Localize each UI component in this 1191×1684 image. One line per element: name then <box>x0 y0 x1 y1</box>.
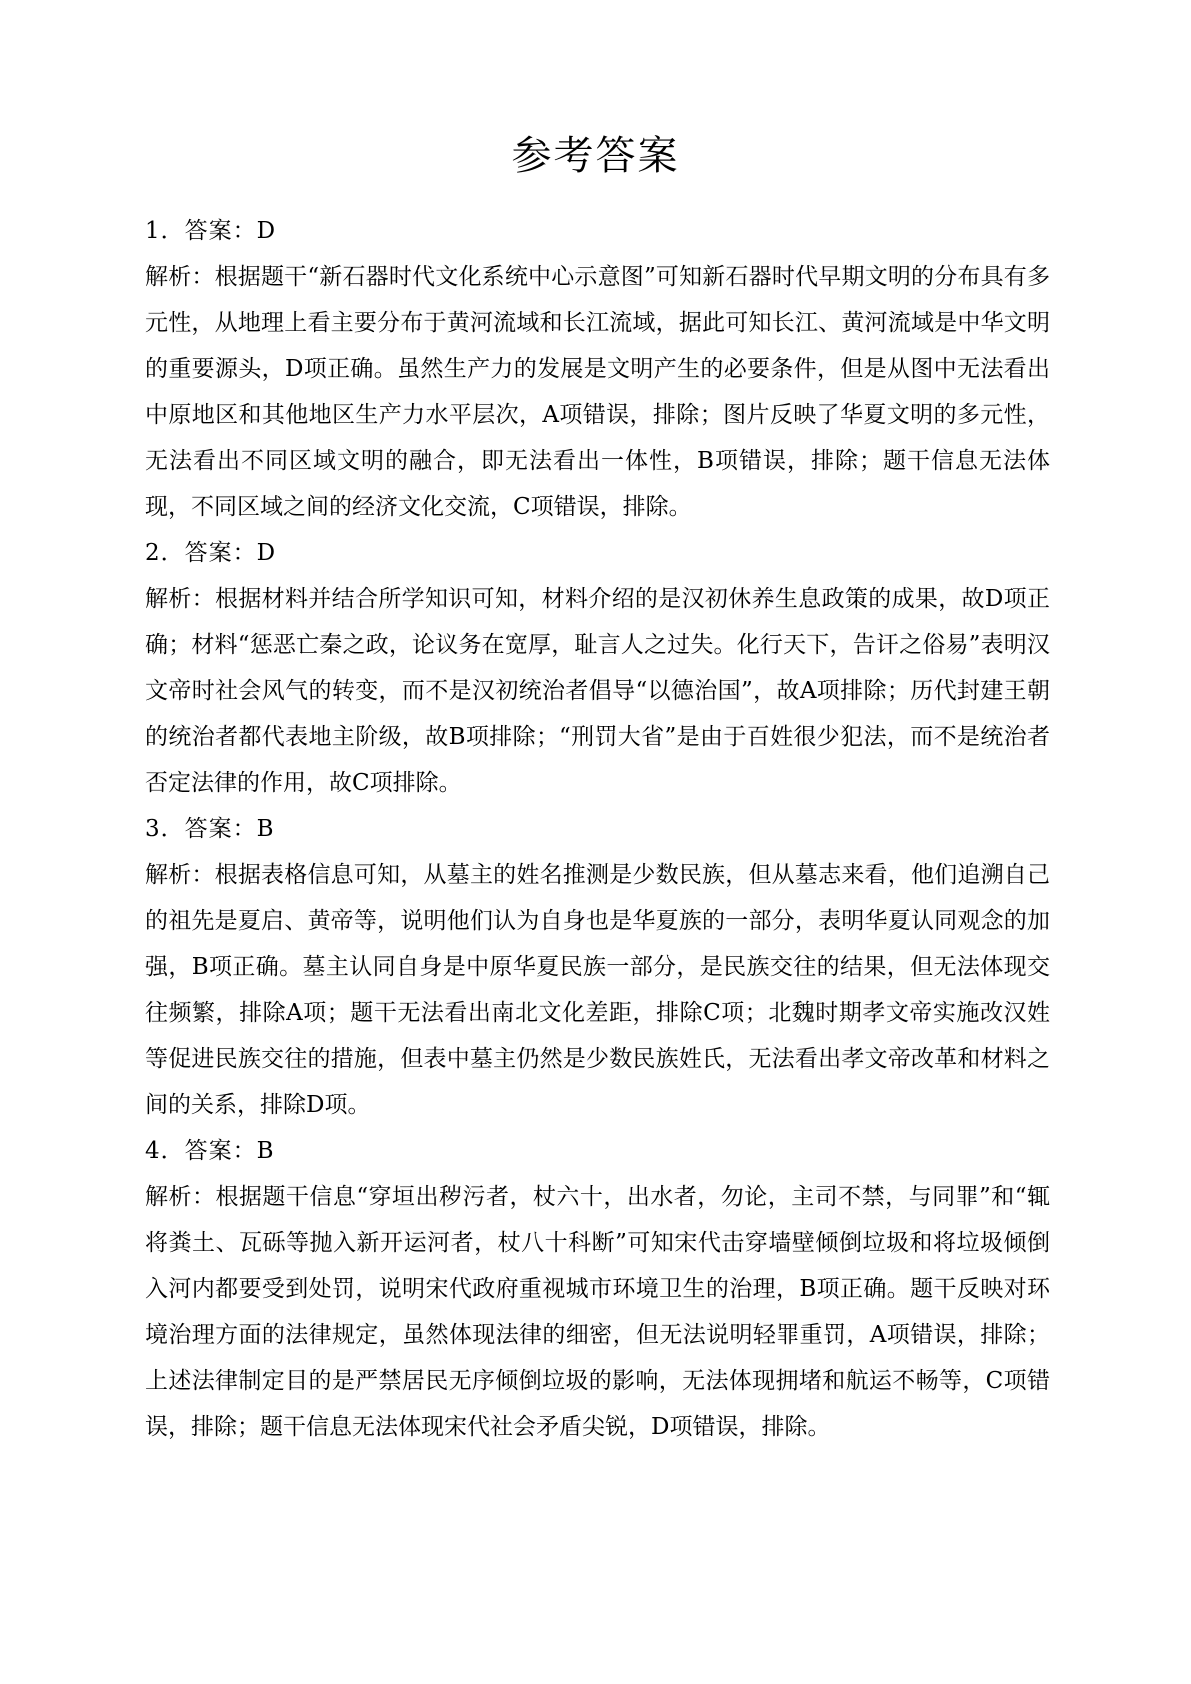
answer-item-3 <box>145 806 1050 1128</box>
analysis-2: 解析：根据材料并结合所学知识可知，材料介绍的是汉初休养生息政策的成果，故D项正确；材料“惩恶亡秦之政，论议务在宽厚，耻言人之过失。化行天下，告讦之俗易”表明汉文帝时社会风气的转变，而不是汉初统治者倡导“以德治国”，故A项排除；历代封建王朝的统治者都代表地主阶级，故B项排除；“刑罚大省”是由于百姓很少犯法，而不是统治者否定法律的作用，故C项排除。 <box>145 586 1050 796</box>
answer-2: 2．答案：D <box>145 540 277 566</box>
page-title: 参考答案 <box>511 133 680 179</box>
analysis-4: 解析：根据题干信息“穿垣出秽污者，杖六十，出水者，勿论，主司不禁，与同罪”和“辄将粪土、瓦砾等抛入新开运河者，杖八十科断”可知宋代击穿墙壁倾倒垃圾和将垃圾倾倒入河内都要受到处罚，说明宋代政府重视城市环境卫生的治理，B项正确。题干反映对环境治理方面的法律规定，虽然体现法律的细密，但无法说明轻罪重罚，A项错误，排除；上述法律制定目的是严禁居民无序倾倒垃圾的影响，无法体现拥堵和航运不畅等，C项错误，排除；题干信息无法体现宋代社会矛盾尖锐，D项错误，排除。 <box>145 1184 1050 1440</box>
answer-item-1 <box>145 208 1050 530</box>
answer-4: 4．答案：B <box>145 1138 275 1164</box>
answer-item-2 <box>145 530 1050 806</box>
analysis-3: 解析：根据表格信息可知，从墓主的姓名推测是少数民族，但从墓志来看，他们追溯自己的祖先是夏启、黄帝等，说明他们认为自身也是华夏族的一部分，表明华夏认同观念的加强，B项正确。墓主认同自身是中原华夏民族一部分，是民族交往的结果，但无法体现交往频繁，排除A项；题干无法看出南北文化差距，排除C项；北魏时期孝文帝实施改汉姓等促进民族交往的措施，但表中墓主仍然是少数民族姓氏，无法看出孝文帝改革和材料之间的关系，排除D项。 <box>145 862 1050 1118</box>
answer-item-4 <box>145 1128 1050 1450</box>
answer-3: 3．答案：B <box>145 816 275 842</box>
answer-1: 1．答案：D <box>145 218 277 244</box>
analysis-1: 解析：根据题干“新石器时代文化系统中心示意图”可知新石器时代早期文明的分布具有多元性，从地理上看主要分布于黄河流域和长江流域，据此可知长江、黄河流域是中华文明的重要源头，D项正确。虽然生产力的发展是文明产生的必要条件，但是从图中无法看出中原地区和其他地区生产力水平层次，A项错误，排除；图片反映了华夏文明的多元性，无法看出不同区域文明的融合，即无法看出一体性，B项错误，排除；题干信息无法体现，不同区域之间的经济文化交流，C项错误，排除。 <box>145 264 1050 520</box>
answer-list <box>145 208 1050 1450</box>
